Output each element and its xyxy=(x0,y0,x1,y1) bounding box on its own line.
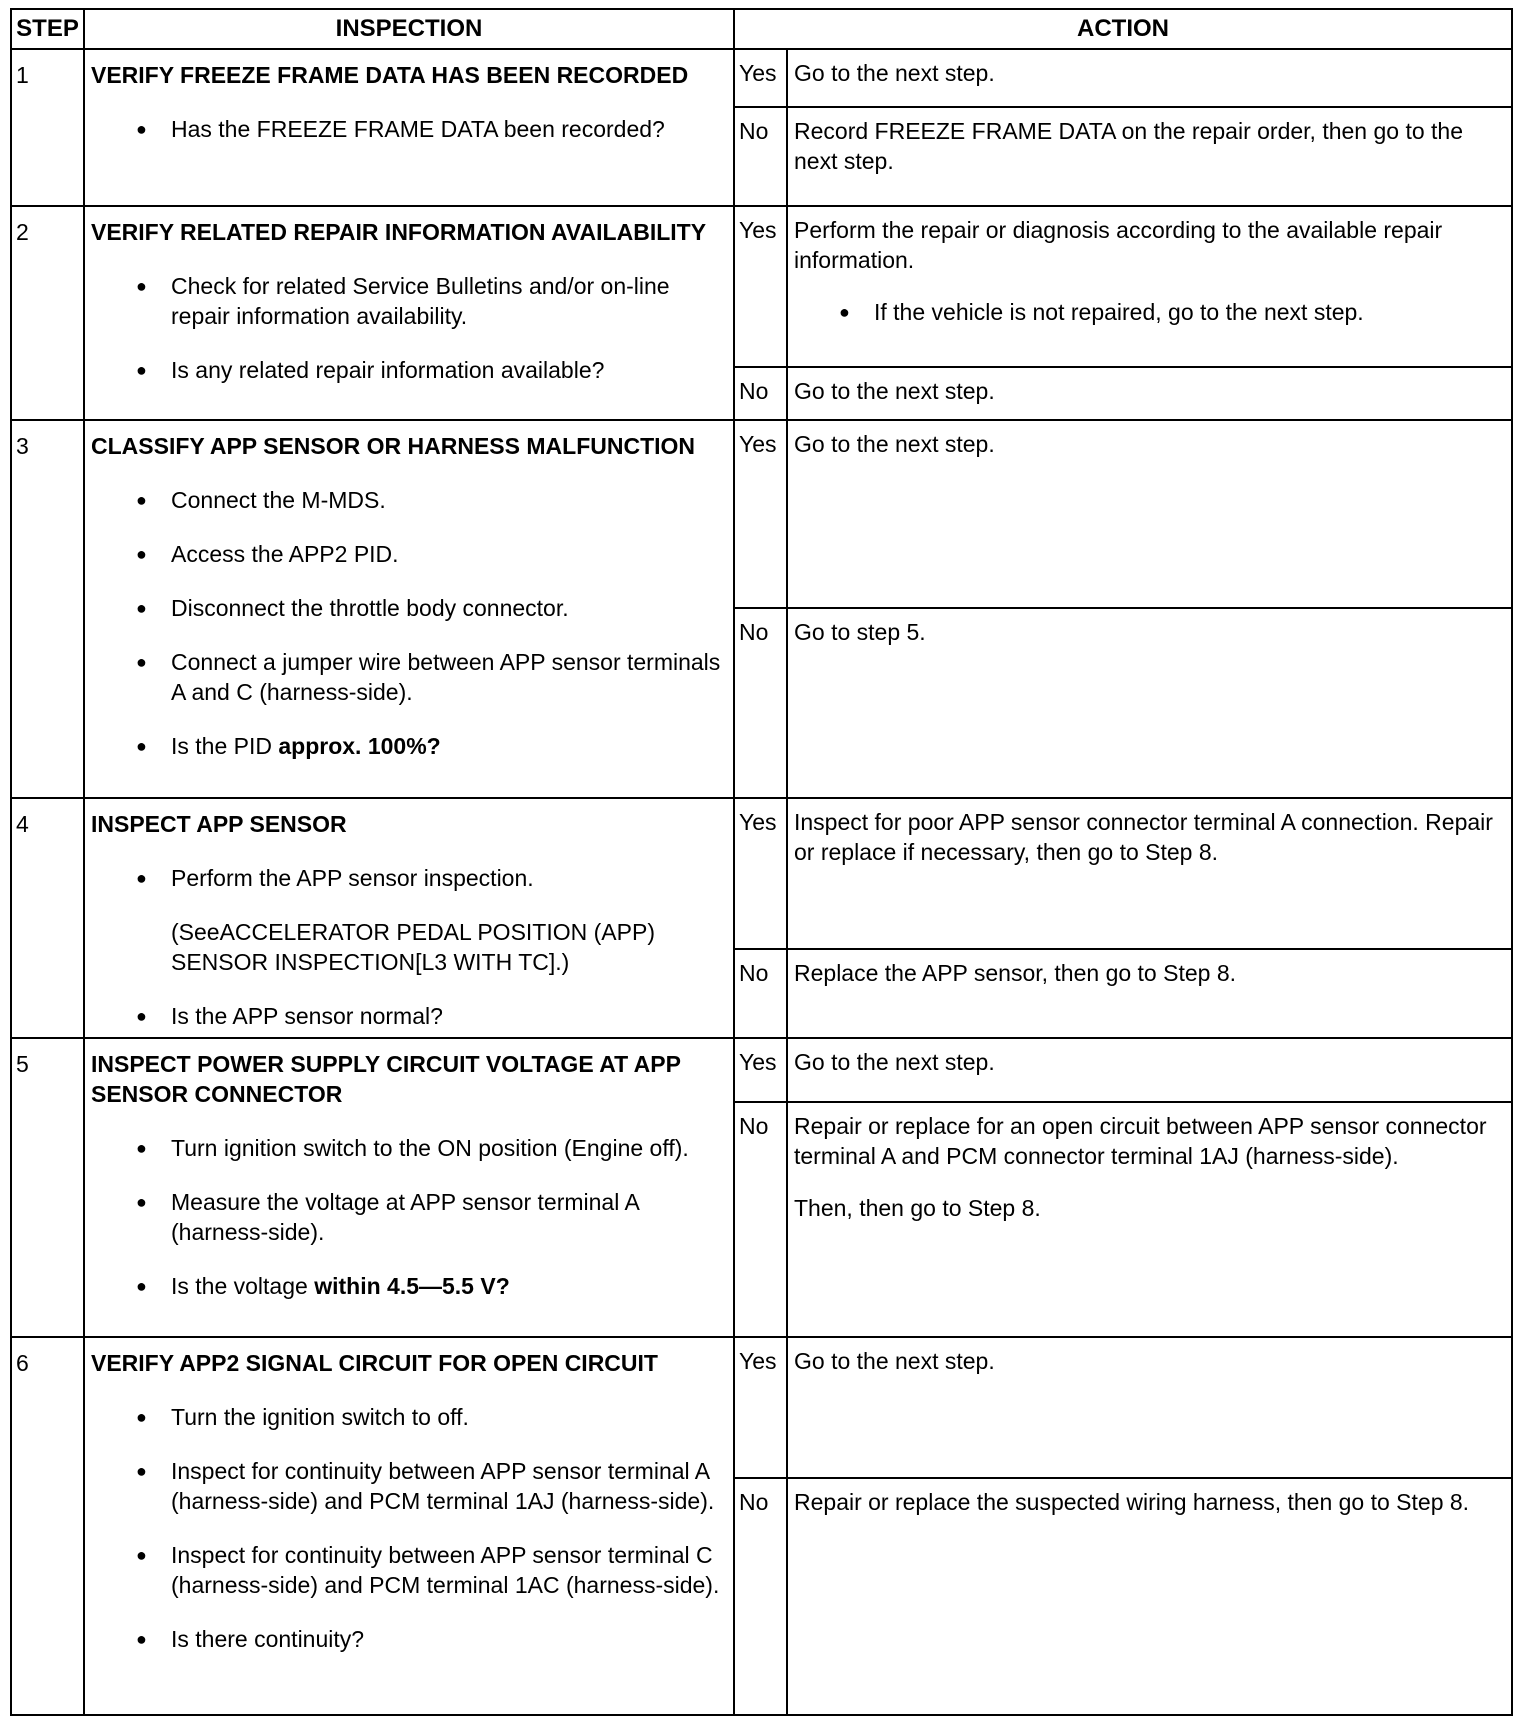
yes-label: Yes xyxy=(734,49,787,107)
no-label: No xyxy=(734,949,787,1038)
item-bold-text: within 4.5—5.5 V? xyxy=(314,1273,510,1299)
inspection-cell xyxy=(84,206,734,420)
item-bold-text: approx. 100%? xyxy=(278,733,441,759)
step-number: 1 xyxy=(11,49,84,206)
yes-label: Yes xyxy=(734,1038,787,1102)
inspection-item: ● Perform the APP sensor inspection. xyxy=(91,863,727,893)
inspection-item: ● Turn the ignition switch to off. xyxy=(91,1402,727,1432)
yes-action: Go to the next step. xyxy=(787,1337,1512,1478)
step-title: INSPECT APP SENSOR xyxy=(91,811,347,837)
inspection-item: ● Connect a jumper wire between APP sensor terminals A and C (harness-side). xyxy=(91,647,727,707)
inspection-item: ● Measure the voltage at APP sensor terminal A (harness-side). xyxy=(91,1187,727,1247)
step-number: 6 xyxy=(11,1337,84,1715)
item-text: Is the voltage xyxy=(171,1273,315,1299)
no-action: Go to step 5. xyxy=(787,608,1512,798)
header-action: ACTION xyxy=(734,9,1512,49)
no-label: No xyxy=(734,1102,787,1337)
inspection-item: ● Disconnect the throttle body connector. xyxy=(91,593,727,623)
no-action-followup: Then, then go to Step 8. xyxy=(794,1195,1041,1221)
yes-action: Perform the repair or diagnosis according to the available repair information. xyxy=(794,217,1443,273)
yes-action: Inspect for poor APP sensor connector terminal A connection. Repair or replace if necessary, then go to Step 8. xyxy=(787,798,1512,949)
inspection-cell xyxy=(84,49,734,206)
inspection-item: ● Has the FREEZE FRAME DATA been recorded? xyxy=(91,114,727,144)
inspection-item: ● Turn ignition switch to the ON position (Engine off). xyxy=(91,1133,727,1163)
yes-action: Go to the next step. xyxy=(787,1038,1512,1102)
header-step: STEP xyxy=(11,9,84,49)
inspection-item: ● Is any related repair information available? xyxy=(91,355,727,385)
inspection-cell xyxy=(84,420,734,798)
inspection-cell xyxy=(84,798,734,1038)
step-title: INSPECT POWER SUPPLY CIRCUIT VOLTAGE AT APP SENSOR CONNECTOR xyxy=(91,1051,681,1107)
inspection-item: ● Check for related Service Bulletins and/or on-line repair information availability. xyxy=(91,271,727,331)
yes-action: Go to the next step. xyxy=(787,49,1512,107)
diagnostic-table xyxy=(10,8,1513,1716)
yes-label: Yes xyxy=(734,420,787,608)
step-title: VERIFY FREEZE FRAME DATA HAS BEEN RECORDED xyxy=(91,62,689,88)
inspection-item xyxy=(91,1271,727,1301)
no-label: No xyxy=(734,107,787,206)
no-action: Repair or replace for an open circuit between APP sensor connector terminal A and PCM connector terminal 1AJ (harness-side). xyxy=(794,1113,1487,1169)
inspection-item: ● Is the APP sensor normal? xyxy=(91,1001,727,1031)
inspection-cell xyxy=(84,1337,734,1715)
inspection-item: ● Inspect for continuity between APP sensor terminal C (harness-side) and PCM terminal 1AC (harness-side). xyxy=(91,1540,727,1600)
step-title: CLASSIFY APP SENSOR OR HARNESS MALFUNCTION xyxy=(91,433,696,459)
inspection-note: (SeeACCELERATOR PEDAL POSITION (APP) SENSOR INSPECTION[L3 WITH TC].) xyxy=(171,919,655,975)
item-text: Is the PID xyxy=(171,733,279,759)
no-label: No xyxy=(734,1478,787,1715)
yes-action-cell xyxy=(787,206,1512,367)
no-label: No xyxy=(734,608,787,798)
inspection-item xyxy=(91,731,727,761)
yes-action: Go to the next step. xyxy=(787,420,1512,608)
step-number: 3 xyxy=(11,420,84,798)
no-action: Repair or replace the suspected wiring harness, then go to Step 8. xyxy=(787,1478,1512,1715)
no-action: Record FREEZE FRAME DATA on the repair order, then go to the next step. xyxy=(787,107,1512,206)
step-number: 4 xyxy=(11,798,84,1038)
no-action: Replace the APP sensor, then go to Step 8. xyxy=(787,949,1512,1038)
step-title: VERIFY RELATED REPAIR INFORMATION AVAILABILITY xyxy=(91,219,707,245)
yes-label: Yes xyxy=(734,798,787,949)
inspection-item: ● Connect the M-MDS. xyxy=(91,485,727,515)
no-label: No xyxy=(734,367,787,420)
step-number: 5 xyxy=(11,1038,84,1337)
inspection-item: ● Access the APP2 PID. xyxy=(91,539,727,569)
yes-label: Yes xyxy=(734,206,787,367)
step-title: VERIFY APP2 SIGNAL CIRCUIT FOR OPEN CIRCUIT xyxy=(91,1350,658,1376)
no-action-cell xyxy=(787,1102,1512,1337)
yes-label: Yes xyxy=(734,1337,787,1478)
inspection-cell xyxy=(84,1038,734,1337)
no-action: Go to the next step. xyxy=(787,367,1512,420)
inspection-item: ● Inspect for continuity between APP sensor terminal A (harness-side) and PCM terminal 1AJ (harness-side). xyxy=(91,1456,727,1516)
action-item: ● If the vehicle is not repaired, go to the next step. xyxy=(794,297,1505,327)
inspection-item: ● Is there continuity? xyxy=(91,1624,727,1654)
step-number: 2 xyxy=(11,206,84,420)
header-inspection: INSPECTION xyxy=(84,9,734,49)
